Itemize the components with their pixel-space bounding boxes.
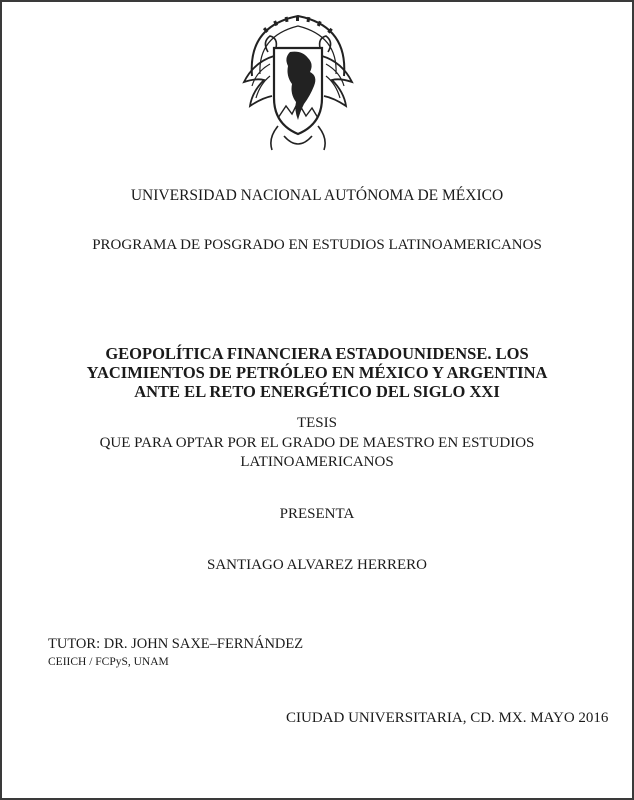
unam-crest-logo [234,6,362,156]
thesis-title [2,344,632,401]
thesis-title-line-2: YACIMIENTOS DE PETRÓLEO EN MÉXICO Y ARGENTINA [86,363,548,382]
degree-line-2: LATINOAMERICANOS [240,454,394,470]
program-name: PROGRAMA DE POSGRADO EN ESTUDIOS LATINOAMERICANOS [92,237,542,253]
thesis-title-line-1: GEOPOLÍTICA FINANCIERA ESTADOUNIDENSE. LOS [105,344,529,363]
tutor-line: TUTOR: DR. JOHN SAXE–FERNÁNDEZ [48,636,304,652]
thesis-title-line-3: ANTE EL RETO ENERGÉTICO DEL SIGLO XXI [134,382,500,401]
tutor-affiliation: CEIICH / FCPyS, UNAM [48,656,169,668]
place-and-date: CIUDAD UNIVERSITARIA, CD. MX. MAYO 2016 [286,710,609,726]
university-name: UNIVERSIDAD NACIONAL AUTÓNOMA DE MÉXICO [130,187,504,204]
author-name: SANTIAGO ALVAREZ HERRERO [206,557,428,573]
presenta-label: PRESENTA [279,506,355,522]
document-type: TESIS [296,415,337,431]
degree-line-1: QUE PARA OPTAR POR EL GRADO DE MAESTRO EN ESTUDIOS [99,435,535,451]
